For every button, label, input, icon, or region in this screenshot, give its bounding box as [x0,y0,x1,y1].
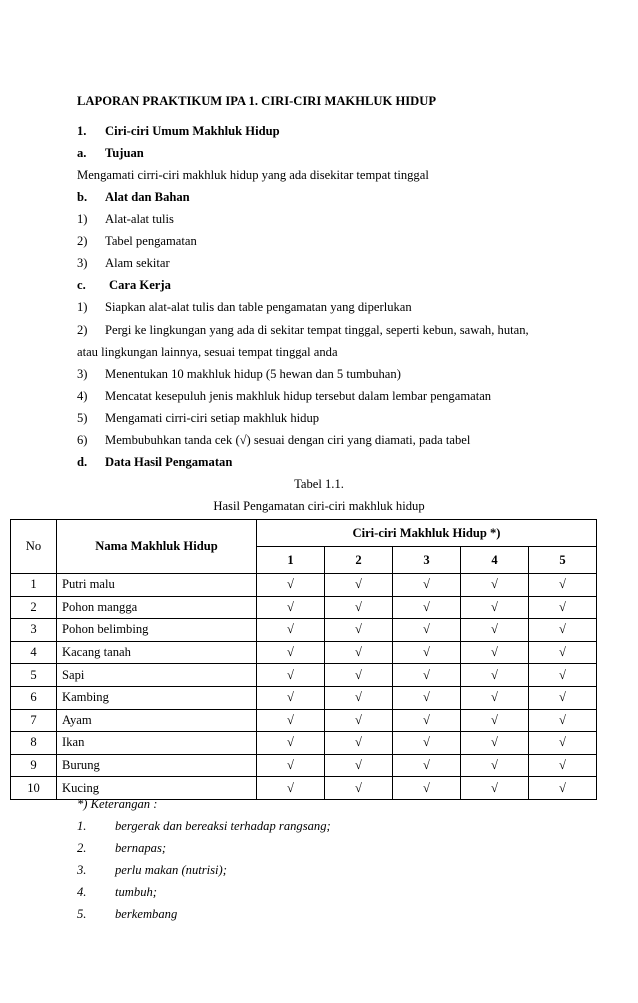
cell-check: √ [461,732,529,755]
table-row [11,596,597,619]
cell-name: Pohon mangga [57,596,257,619]
header-no: No [11,520,57,574]
cell-check: √ [461,709,529,732]
header-col-1: 1 [257,547,325,574]
cell-check: √ [461,777,529,800]
cell-check: √ [325,664,393,687]
list-item-text: Tabel pengamatan [105,234,197,248]
list-item-number: 3) [77,367,88,381]
list-item [77,234,197,249]
cell-no: 4 [11,641,57,664]
cell-check: √ [393,754,461,777]
list-item-text: Alat-alat tulis [105,212,174,226]
list-item [77,389,491,404]
cell-check: √ [257,641,325,664]
cell-check: √ [393,574,461,597]
notes-heading: *) Keterangan : [77,797,158,811]
cell-name: Kacang tanah [57,641,257,664]
section-number: 1. [77,124,87,138]
cell-check: √ [257,686,325,709]
cell-name: Kucing [57,777,257,800]
list-item-text: Membubuhkan tanda cek (√) sesuai dengan ciri yang diamati, pada tabel [105,433,471,447]
alat-heading [77,190,190,205]
list-item-number: 3) [77,256,88,270]
cell-check: √ [257,664,325,687]
table-row [11,754,597,777]
header-traits: Ciri-ciri Makhluk Hidup *) [257,520,597,547]
cell-no: 10 [11,777,57,800]
cell-name: Burung [57,754,257,777]
header-name: Nama Makhluk Hidup [57,520,257,574]
data-label: Data Hasil Pengamatan [105,455,233,469]
tujuan-heading [77,146,144,161]
list-item-text: Siapkan alat-alat tulis dan table pengamatan yang diperlukan [105,300,412,314]
list-item-number: 2) [77,234,88,248]
cell-check: √ [461,686,529,709]
list-item [77,212,174,227]
cell-check: √ [257,574,325,597]
cell-check: √ [529,641,597,664]
list-item [77,323,529,338]
tujuan-label: Tujuan [105,146,144,160]
cell-no: 3 [11,619,57,642]
list-item-text: Pergi ke lingkungan yang ada di sekitar tempat tinggal, seperti kebun, sawah, hutan, [105,323,529,337]
cell-check: √ [325,641,393,664]
cell-no: 2 [11,596,57,619]
cell-check: √ [461,641,529,664]
table-header-row [11,520,597,547]
cell-check: √ [393,732,461,755]
table-row [11,709,597,732]
note-number: 4. [77,885,87,899]
list-item-text: Mengamati cirri-ciri setiap makhluk hidup [105,411,320,425]
list-item-number: 1) [77,300,88,314]
cell-check: √ [325,754,393,777]
cell-check: √ [529,574,597,597]
note-text: berkembang [115,907,178,921]
table-row [11,619,597,642]
header-col-4: 4 [461,547,529,574]
data-heading [77,455,232,470]
cell-check: √ [257,777,325,800]
cell-check: √ [461,754,529,777]
cell-check: √ [393,641,461,664]
cell-check: √ [325,619,393,642]
note-item [77,885,157,900]
cell-check: √ [257,754,325,777]
cell-name: Pohon belimbing [57,619,257,642]
cell-check: √ [461,664,529,687]
note-number: 1. [77,819,87,833]
cell-check: √ [325,777,393,800]
list-item-text: Mencatat kesepuluh jenis makhluk hidup tersebut dalam lembar pengamatan [105,389,492,403]
cell-check: √ [325,732,393,755]
list-item [77,300,412,315]
list-item [77,433,470,448]
header-col-2: 2 [325,547,393,574]
cell-check: √ [325,574,393,597]
note-item [77,863,227,878]
cell-check: √ [461,574,529,597]
cell-check: √ [529,709,597,732]
table-row [11,641,597,664]
cell-check: √ [393,777,461,800]
table-caption-number: Tabel 1.1. [294,477,344,491]
table-row [11,574,597,597]
note-item [77,819,331,834]
cell-no: 1 [11,574,57,597]
note-item [77,841,166,856]
note-text: tumbuh; [115,885,157,899]
cell-check: √ [325,686,393,709]
list-item [77,411,319,426]
note-item [77,907,177,922]
data-letter: d. [77,455,88,469]
cell-name: Putri malu [57,574,257,597]
list-item-text: Alam sekitar [105,256,170,270]
cell-no: 7 [11,709,57,732]
cell-no: 6 [11,686,57,709]
header-col-5: 5 [529,547,597,574]
cell-check: √ [461,596,529,619]
cell-no: 9 [11,754,57,777]
note-number: 2. [77,841,87,855]
cell-check: √ [257,596,325,619]
cell-check: √ [393,664,461,687]
observation-table [10,519,597,800]
cara-letter: c. [77,278,86,292]
cell-check: √ [393,709,461,732]
note-number: 5. [77,907,87,921]
tujuan-letter: a. [77,146,87,160]
tujuan-text: Mengamati cirri-ciri makhluk hidup yang ada disekitar tempat tinggal [77,168,429,182]
list-item-number: 6) [77,433,88,447]
cell-no: 8 [11,732,57,755]
section-heading [77,124,280,139]
note-text: bernapas; [115,841,167,855]
list-item-number: 4) [77,389,88,403]
cell-check: √ [529,777,597,800]
note-number: 3. [77,863,87,877]
cell-no: 5 [11,664,57,687]
list-item-number: 1) [77,212,88,226]
cell-check: √ [529,732,597,755]
cell-name: Sapi [57,664,257,687]
note-text: perlu makan (nutrisi); [115,863,227,877]
cell-check: √ [257,619,325,642]
list-item-continuation: atau lingkungan lainnya, sesuai tempat tinggal anda [77,345,338,359]
list-item-text: Menentukan 10 makhluk hidup (5 hewan dan 5 tumbuhan) [105,367,401,381]
table-caption-title: Hasil Pengamatan ciri-ciri makhluk hidup [213,499,425,513]
cell-check: √ [393,619,461,642]
table-row [11,664,597,687]
cara-heading [77,278,171,293]
cell-check: √ [325,709,393,732]
section-label: Ciri-ciri Umum Makhluk Hidup [105,124,280,138]
report-title: LAPORAN PRAKTIKUM IPA 1. CIRI-CIRI MAKHLUK HIDUP [77,94,437,108]
list-item [77,256,170,271]
cell-name: Ayam [57,709,257,732]
cell-check: √ [529,664,597,687]
table-row [11,732,597,755]
table-row [11,686,597,709]
cell-check: √ [529,619,597,642]
cell-check: √ [325,596,393,619]
cell-check: √ [529,754,597,777]
alat-letter: b. [77,190,88,204]
header-col-3: 3 [393,547,461,574]
cell-check: √ [393,596,461,619]
note-text: bergerak dan bereaksi terhadap rangsang; [115,819,331,833]
alat-label: Alat dan Bahan [105,190,190,204]
cell-check: √ [529,596,597,619]
cell-name: Ikan [57,732,257,755]
list-item-number: 5) [77,411,88,425]
cell-check: √ [257,709,325,732]
cell-check: √ [461,619,529,642]
cell-check: √ [257,732,325,755]
list-item-number: 2) [77,323,88,337]
cara-label: Cara Kerja [109,278,171,292]
cell-check: √ [529,686,597,709]
list-item [77,367,401,382]
cell-check: √ [393,686,461,709]
cell-name: Kambing [57,686,257,709]
